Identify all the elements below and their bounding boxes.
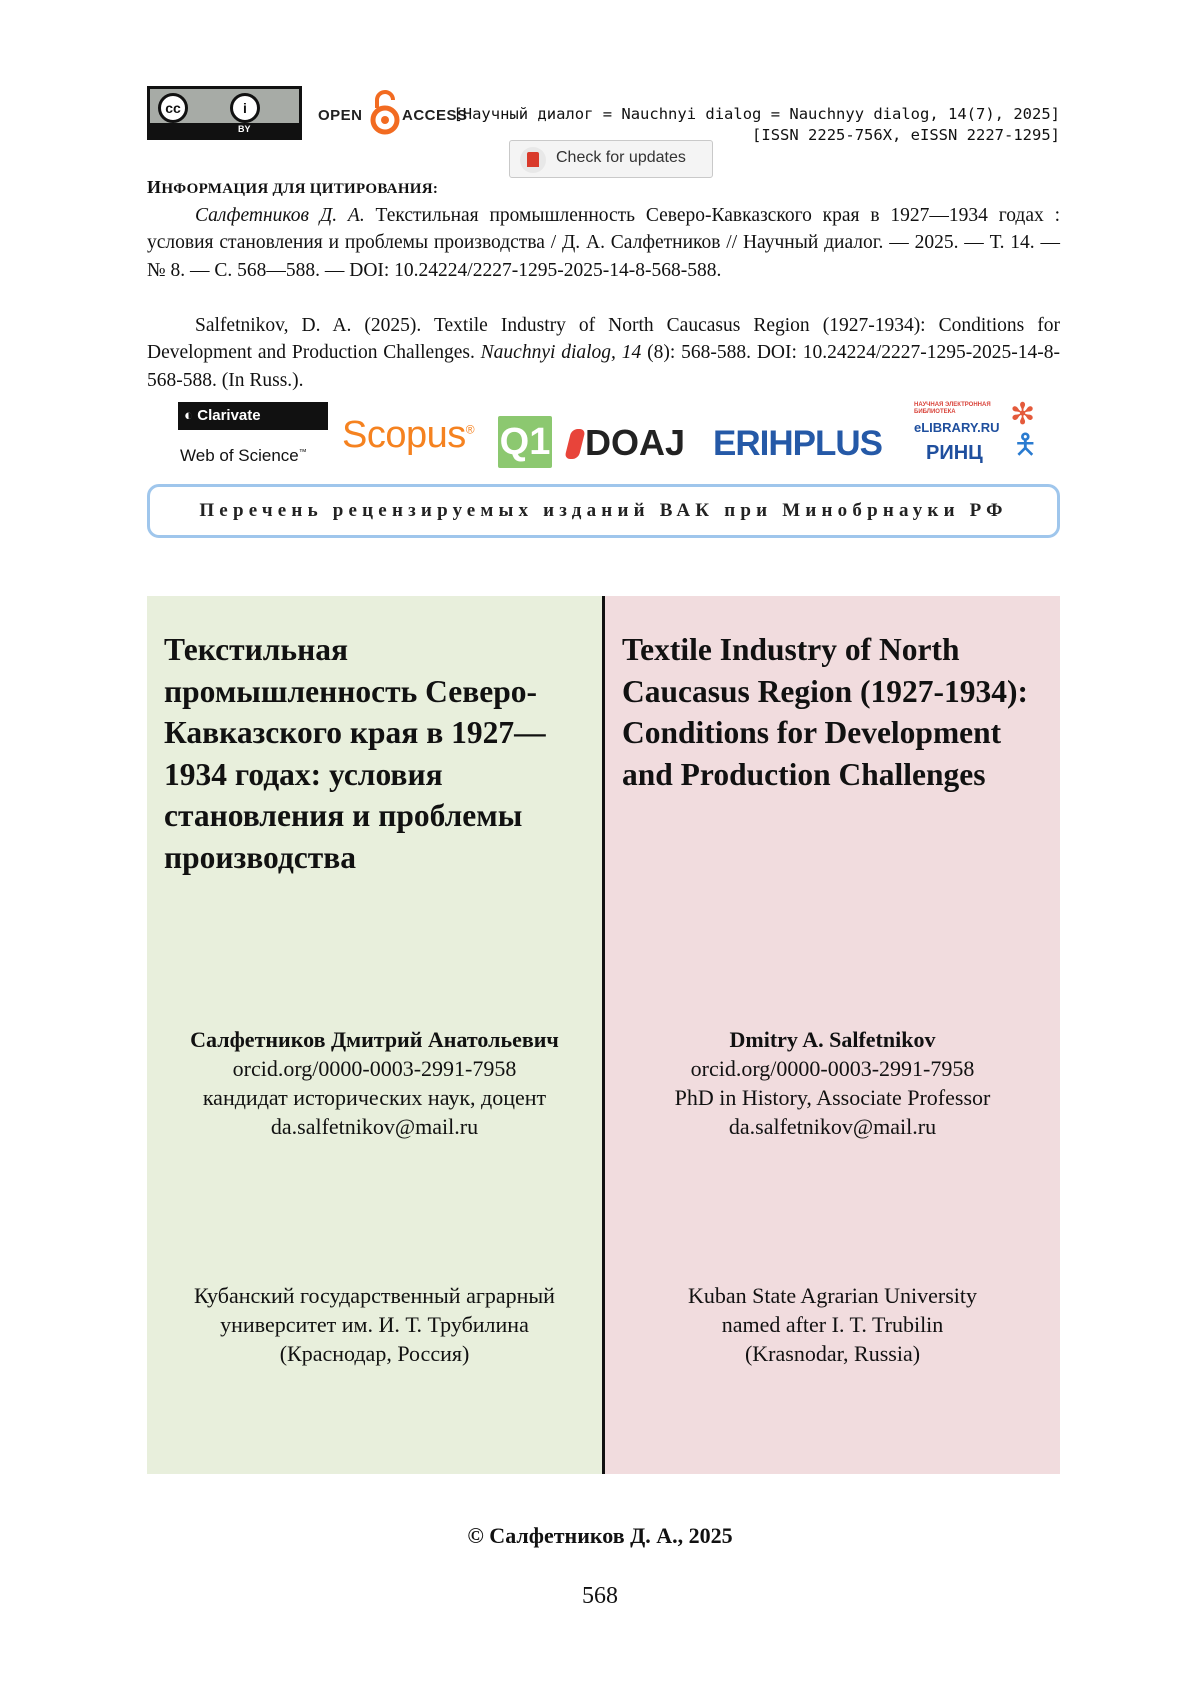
indexing-logos xyxy=(170,397,1040,470)
person-icon: 🯅 xyxy=(1013,428,1038,461)
article-title-en: Textile Industry of North Caucasus Region (1927-1934): Conditions for Development and Production Challenges xyxy=(622,632,1028,792)
citation-en-journal: Nauchnyi dialog, 14 xyxy=(480,342,642,364)
clarivate-logo: ◐ Clarivate xyxy=(178,402,328,430)
rinc-label: РИНЦ xyxy=(926,442,983,464)
journal-ref-line-2: [ISSN 2225-756X, eISSN 2227-1295] xyxy=(752,126,1060,144)
check-for-updates-label: Check for updates xyxy=(556,149,686,166)
check-for-updates-button[interactable] xyxy=(509,140,713,178)
erihplus-logo: ERIHPLUS xyxy=(713,424,882,463)
open-label: OPEN xyxy=(318,107,363,124)
orcid-link-en[interactable]: orcid.org/0000-0003-2991-7958 xyxy=(690,1056,975,1081)
orcid-link-ru[interactable]: orcid.org/0000-0003-2991-7958 xyxy=(232,1056,517,1081)
citation-heading: ИНФОРМАЦИЯ ДЛЯ ЦИТИРОВАНИЯ: xyxy=(147,177,439,197)
email-link-en[interactable]: da.salfetnikov@mail.ru xyxy=(728,1114,937,1139)
copyright-line: © Салфетников Д. А., 2025 xyxy=(467,1523,733,1548)
author-degree-ru: кандидат исторических наук, доцент xyxy=(202,1085,547,1110)
elibrary-caption: НАУЧНАЯ ЭЛЕКТРОННАЯ БИБЛИОТЕКА xyxy=(914,402,991,415)
cc-by-license-badge[interactable] xyxy=(147,86,302,140)
elibrary-label: eLIBRARY.RU xyxy=(914,420,1000,435)
web-of-science-logo: Web of Science™ xyxy=(180,446,307,465)
citation-ru xyxy=(147,202,1060,284)
attribution-icon: i xyxy=(230,93,260,123)
by-label: BY xyxy=(238,124,251,134)
citation-en-text-a: Salfetnikov, D. A. (2025). Textile Industry of North Caucasus Region (1927-1934): Conditions for Development and Production Challenges. xyxy=(147,315,1060,364)
article-title-ru: Текстильная промышленность Северо-Кавказского края в 1927—1934 годах: условия становления и проблемы производства xyxy=(164,632,546,875)
english-column xyxy=(605,596,1060,1474)
doaj-logo: DOAJ xyxy=(568,422,685,464)
q1-badge: Q1 xyxy=(498,416,552,468)
citation-ru-text: Текстильная промышленность Северо-Кавказского края в 1927—1934 годах : условия становления и проблемы производства / Д. А. Салфетников // Научный диалог. — 2025. — Т. 14. — № 8. — С. 568—588. — DOI: 10.24224/2227-1295-2025-14-8-568-588. xyxy=(147,205,1060,281)
doaj-mark-icon xyxy=(564,429,585,459)
creative-commons-icon: cc xyxy=(158,93,188,123)
clarivate-icon: ◐ xyxy=(184,407,194,424)
affiliation-en: Kuban State Agrarian University named after I. T. Trubilin (Krasnodar, Russia) xyxy=(688,1283,977,1366)
elibrary-rinc-logo xyxy=(914,397,1042,470)
citation-ru-author: Салфетников Д. А. xyxy=(195,205,365,226)
asterisk-icon: ✻ xyxy=(1010,397,1036,432)
access-label: ACCESS xyxy=(402,107,468,124)
page-number: 568 xyxy=(582,1583,618,1609)
email-link-ru[interactable]: da.salfetnikov@mail.ru xyxy=(270,1114,479,1139)
citation-en xyxy=(147,312,1060,394)
author-name-en: Dmitry A. Salfetnikov xyxy=(729,1027,936,1052)
russian-column xyxy=(147,596,602,1474)
crossmark-icon xyxy=(520,147,546,173)
scopus-logo: Scopus® xyxy=(342,414,475,456)
journal-ref-line-1: [Научный диалог = Nauchnyi dialog = Nauchnyy dialog, 14(7), 2025] xyxy=(453,105,1060,123)
open-access-logo xyxy=(318,88,468,136)
open-access-lock-icon xyxy=(368,88,402,136)
author-name-ru: Салфетников Дмитрий Анатольевич xyxy=(190,1027,559,1052)
author-block-ru xyxy=(147,1025,602,1141)
author-block-en xyxy=(605,1025,1060,1141)
affiliation-ru: Кубанский государственный аграрный университет им. И. Т. Трубилина (Краснодар, Россия) xyxy=(194,1283,555,1366)
author-degree-en: PhD in History, Associate Professor xyxy=(674,1085,991,1110)
citation-en-text-b: (8): 568-588. DOI: 10.24224/2227-1295-2025-14-8-568-588. (In Russ.). xyxy=(147,342,1060,391)
vak-list-banner: Перечень рецензируемых изданий ВАК при Минобрнауки РФ xyxy=(147,484,1060,538)
